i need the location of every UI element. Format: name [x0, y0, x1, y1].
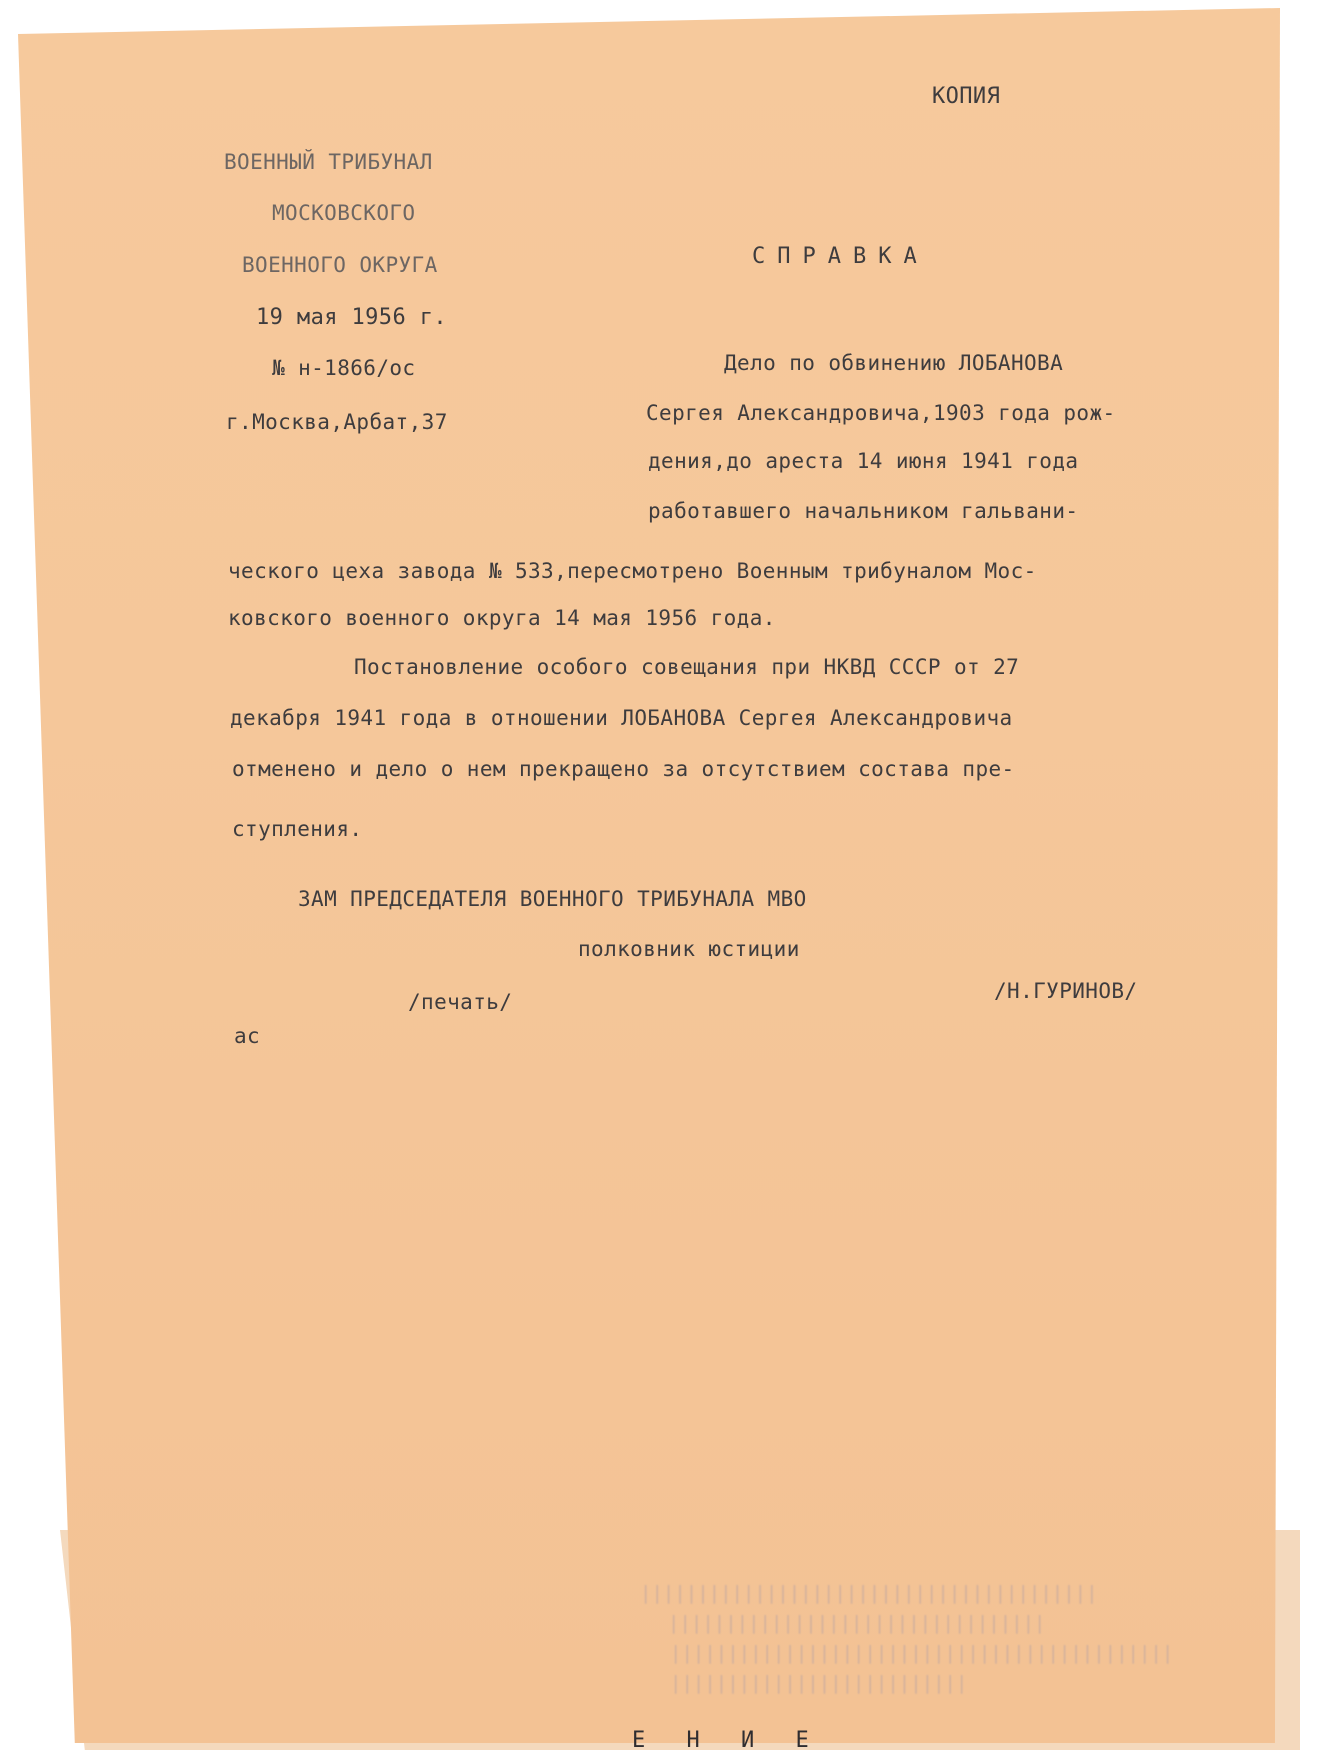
underlying-page-text: Е Н И Е — [632, 1728, 823, 1753]
issuer-line-2: МОСКОВСКОГО — [272, 201, 416, 225]
document-sheet — [18, 8, 1280, 1743]
body-line-3: дения,до ареста 14 июня 1941 года — [648, 449, 1079, 473]
body-line-2: Сергея Александровича,1903 года рож- — [646, 401, 1116, 425]
signatory-position: ЗАМ ПРЕДСЕДАТЕЛЯ ВОЕННОГО ТРИБУНАЛА МВО — [298, 887, 807, 911]
body-line-6: ковского военного округа 14 мая 1956 года. — [228, 606, 776, 630]
body-line-8: декабря 1941 года в отношении ЛОБАНОВА Сергея Александровича — [230, 706, 1013, 730]
bleed-through-line-3: |||||||||||||||||||||||||||||||||||||||||||| — [670, 1642, 1174, 1664]
body-line-7: Постановление особого совещания при НКВД СССР от 27 — [354, 655, 1020, 679]
issuer-line-1: ВОЕННЫЙ ТРИБУНАЛ — [224, 150, 433, 174]
typist-initials: ас — [234, 1024, 261, 1048]
document-date: 19 мая 1956 г. — [256, 305, 448, 330]
issuer-address: г.Москва,Арбат,37 — [226, 410, 448, 434]
body-line-9: отменено и дело о нем прекращено за отсутствием состава пре- — [232, 757, 1015, 781]
document-title: СПРАВКА — [752, 244, 929, 269]
body-line-5: ческого цеха завода № 533,пересмотрено Военным трибуналом Мос- — [228, 559, 1037, 583]
body-line-1: Дело по обвинению ЛОБАНОВА — [724, 351, 1064, 375]
bleed-through-line-1: |||||||||||||||||||||||||||||||||||||||| — [640, 1582, 1098, 1604]
bleed-through-line-2: ||||||||||||||||||||||||||||||||| — [668, 1612, 1046, 1634]
seal-mark: /печать/ — [408, 990, 513, 1014]
issuer-line-3: ВОЕННОГО ОКРУГА — [242, 253, 438, 277]
signatory-name: /Н.ГУРИНОВ/ — [994, 979, 1138, 1003]
bleed-through-line-4: |||||||||||||||||||||||||| — [670, 1672, 968, 1694]
body-line-10: ступления. — [232, 817, 363, 841]
copy-mark: КОПИЯ — [932, 84, 1001, 109]
document-number: № н-1866/ос — [272, 356, 416, 380]
signatory-rank: полковник юстиции — [578, 937, 800, 961]
body-line-4: работавшего начальником гальвани- — [648, 499, 1079, 523]
